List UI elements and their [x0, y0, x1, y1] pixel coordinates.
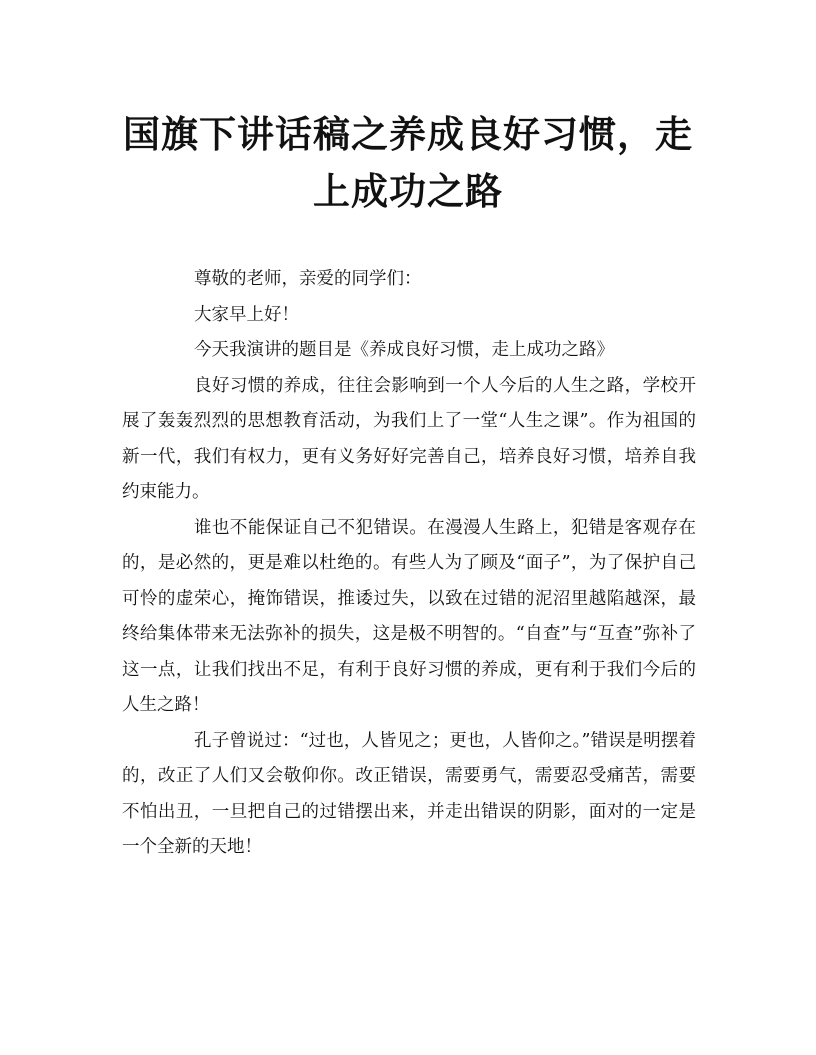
document-title: 国旗下讲话稿之养成良好习惯，走上成功之路: [123, 112, 693, 213]
salutation-paragraph: 尊敬的老师，亲爱的同学们：: [194, 269, 422, 289]
body-paragraph: 谁也不能保证自己不犯错误。在漫漫人生路上，犯错是客观存在的，是必然的，更是难以杜绝的。有些人为了顾及“面子”，为了保护自己可怜的虚荣心，掩饰错误，推诿过失，以致在过错的泥沼里越陷越深，最终给集体带来无法弥补的损失，这是极不明智的。“自查”与“互查”弥补了这一点，让我们找出不足，有利于良好习惯的养成，更有利于我们今后的人生之路！: [122, 517, 696, 715]
topic-paragraph: 今天我演讲的题目是《养成良好习惯，走上成功之路》: [194, 340, 614, 360]
document-body: [122, 262, 696, 866]
body-paragraph: 良好习惯的养成，往往会影响到一个人今后的人生之路，学校开展了轰轰烈烈的思想教育活动，为我们上了一堂“人生之课”。作为祖国的新一代，我们有权力，更有义务好好完善自己，培养良好习惯，培养自我约束能力。: [122, 375, 696, 502]
body-paragraph: 孔子曾说过：“过也，人皆见之；更也，人皆仰之。”错误是明摆着的，改正了人们又会敬仰你。改正错误，需要勇气，需要忍受痛苦，需要不怕出丑，一旦把自己的过错摆出来，并走出错误的阴影，面对的一定是一个全新的天地！: [122, 730, 696, 857]
greeting-paragraph: 大家早上好！: [194, 304, 299, 325]
